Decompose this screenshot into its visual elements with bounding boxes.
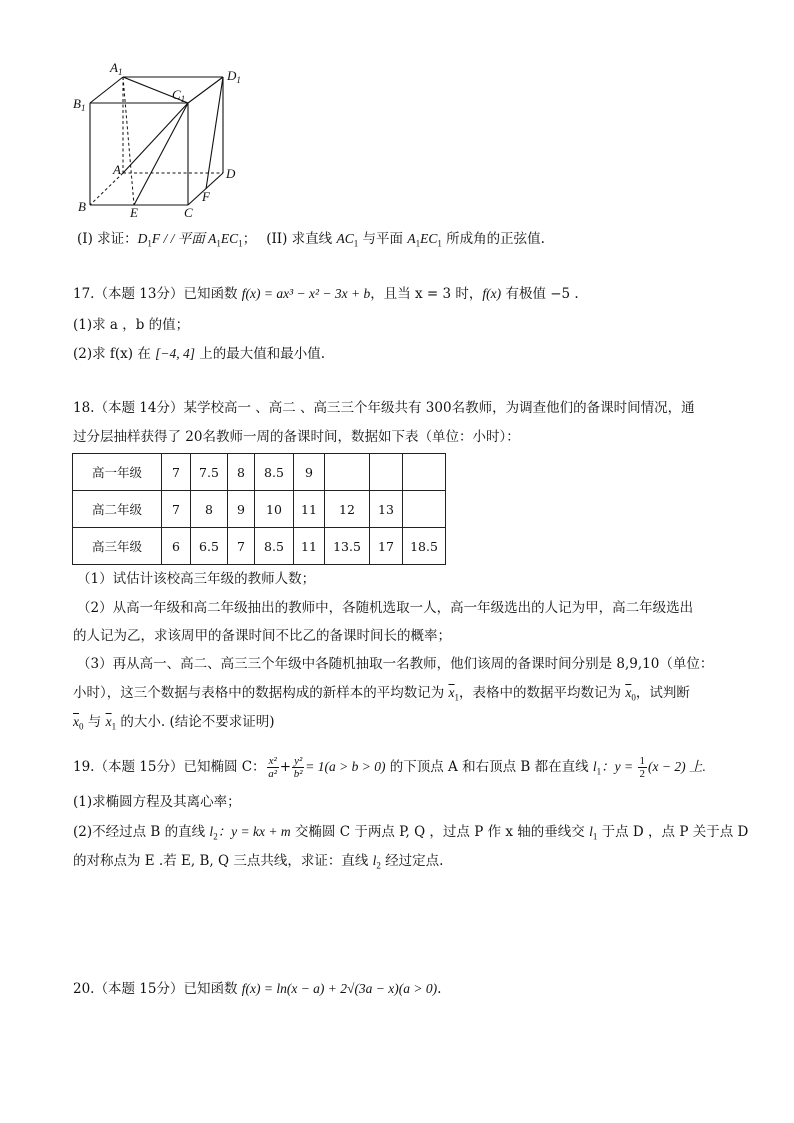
q20-stem: 20.（本题 15分）已知函数 f(x) = ln(x − a) + 2√(3a − x)(a > 0). — [73, 981, 442, 997]
label-A: A — [113, 162, 121, 177]
q19-stem: 19.（本题 15分）已知椭圆 C： $\frac{\text{x²}}{\text{a²}}$ + $\frac{\text{y²}}{\text{b²}}$ = 1(a > b > 0) 的下顶点 A 和右顶点 B 都在直线 $l_1$：y = $\frac{1}{2}$ (x − 2) 上. — [73, 755, 706, 780]
q17-part1: (1)求 a ，b 的值； — [73, 317, 190, 333]
q18-part3-line1: （3）再从高一、高二、高三三个年级中各随机抽取一名教师，他们该周的备课时间分别是 8,9,10（单位： — [77, 656, 714, 672]
label-C1: $C_1$ — [172, 87, 186, 104]
table-row: 高三年级 6 6.5 7 8.5 11 13.5 17 18.5 — [73, 528, 446, 565]
label-C: C — [184, 205, 193, 218]
cube-figure — [68, 58, 318, 218]
segment-D1F — [206, 77, 223, 189]
prep-time-table — [72, 453, 446, 565]
q18-part3-line3: $\overline{x}_0$ 与 $\overline{x}_1$ 的大小. (结论不要求证明) — [73, 714, 275, 732]
label-A1: $A_1$ — [110, 60, 123, 77]
q18-part3-line2: 小时），这三个数据与表格中的数据构成的新样本的平均数记为 $\overline{x}_1$，表格中的数据平均数记为 $\overline{x}_0$，试判断 — [73, 685, 690, 703]
label-E: E — [130, 205, 138, 218]
q18-part2-line1: （2）从高一年级和高二年级抽出的教师中，各随机选取一人，高一年级选出的人记为甲，高二年级选出 — [77, 600, 694, 616]
q19-part2-line1: (2)不经过点 B 的直线 $l_2$：y = kx + m 交椭圆 C 于两点 P, Q ，过点 P 作 x 轴的垂线交 $l_1$ 于点 D ，点 P 关于点 D — [73, 824, 749, 842]
q18-part1: （1）试估计该校高三年级的教师人数； — [77, 571, 316, 587]
edge-A1B1 — [90, 77, 123, 103]
q17-stem: 17.（本题 13分）已知函数 f(x) = ax³ − x² − 3x + b，且当 x = 3 时，f(x) 有极值 −5 . — [73, 286, 579, 302]
q19-part2-line2: 的对称点为 E .若 E, B, Q 三点共线，求证：直线 $l_2$ 经过定点. — [73, 853, 444, 871]
table-row: 高二年级 7 8 9 10 11 12 13 — [73, 491, 446, 528]
label-B1: $B_1$ — [73, 96, 86, 113]
q19-part1: (1)求椭圆方程及其离心率； — [73, 794, 241, 810]
q18-stem-line2: 过分层抽样获得了 20名教师一周的备课时间，数据如下表（单位：小时）： — [73, 429, 520, 445]
hidden-edge-AB — [90, 173, 123, 205]
edge-C1D1 — [188, 77, 223, 103]
q17-part2: (2)求 f(x) 在 [−4, 4] 上的最大值和最小值. — [73, 346, 326, 362]
label-F: F — [202, 189, 210, 204]
segment-AC1 — [123, 103, 188, 173]
label-D: D — [226, 166, 236, 181]
q18-stem-line1: 18.（本题 14分）某学校高一 、高二 、高三三个年级共有 300名教师，为调查他们的备课时间情况，通 — [73, 400, 695, 416]
q16-parts: (I) 求证：$D_1F$ / / 平面 $A_1EC_1$； (II) 求直线 $AC_1$ 与平面 $A_1EC_1$ 所成角的正弦值. — [77, 231, 545, 249]
hidden-segment-A1E — [123, 77, 134, 205]
q18-part2-line2: 的人记为乙，求该周甲的备课时间不比乙的备课时间长的概率； — [73, 628, 451, 644]
label-B: B — [78, 199, 86, 214]
table-row: 高一年级 7 7.5 8 8.5 9 — [73, 454, 446, 491]
segment-C1E — [134, 103, 188, 205]
label-D1: $D_1$ — [227, 68, 241, 85]
